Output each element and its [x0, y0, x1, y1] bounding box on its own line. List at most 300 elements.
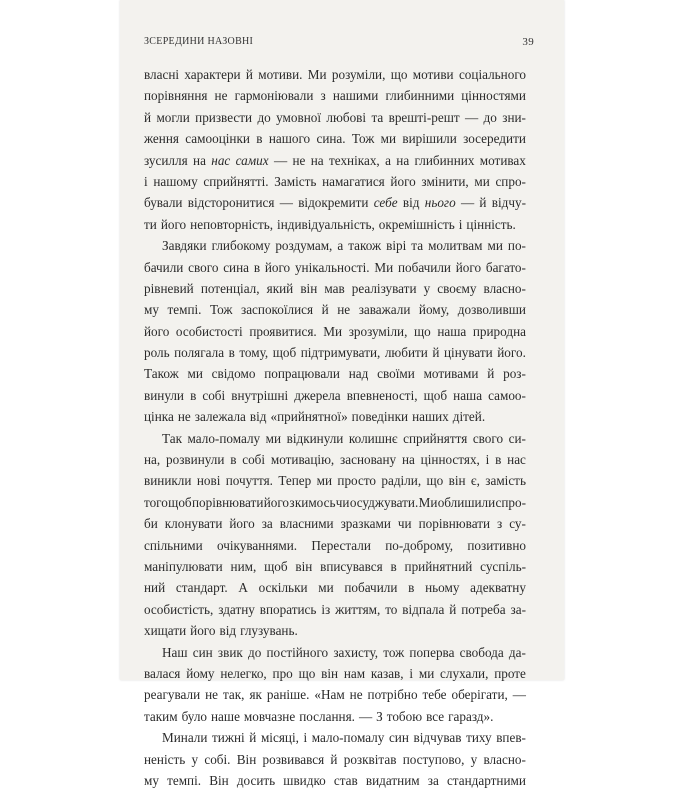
- word: собі: [202, 387, 226, 403]
- word: умовної: [276, 109, 322, 125]
- word: ми: [380, 131, 397, 147]
- word: на: [193, 152, 206, 168]
- word: засновану: [340, 452, 397, 468]
- word: у: [423, 280, 431, 296]
- word: щоб: [272, 345, 297, 361]
- word: йому: [186, 665, 215, 681]
- word: себе: [373, 195, 398, 211]
- word: місяці,: [260, 730, 299, 746]
- word: і: [485, 452, 490, 468]
- word: мало-помалу: [187, 430, 261, 446]
- word: нашого: [268, 131, 311, 147]
- text-line: [144, 128, 526, 149]
- word: й: [144, 109, 152, 125]
- word: му: [144, 302, 159, 318]
- word: в: [256, 131, 263, 147]
- word: в: [228, 345, 235, 361]
- word: врешті-решт: [388, 109, 460, 125]
- text-line: [144, 513, 526, 534]
- text-line: [144, 64, 526, 85]
- word: тож: [383, 644, 405, 660]
- text-line: [144, 749, 526, 770]
- word: замість: [485, 473, 526, 489]
- word: мав: [324, 280, 345, 296]
- word: він: [295, 558, 313, 574]
- word: цінувати: [443, 345, 493, 361]
- word: залежала: [194, 409, 246, 425]
- word: Наш: [162, 644, 188, 660]
- word: він: [448, 473, 466, 489]
- word: ми: [187, 366, 203, 382]
- word: того: [144, 494, 168, 510]
- word: просто: [337, 473, 377, 489]
- word: з: [289, 494, 295, 510]
- text-line: [144, 107, 526, 128]
- word: зни-: [502, 109, 526, 125]
- word: від: [402, 195, 420, 211]
- word: роздумам,: [275, 238, 333, 254]
- word: його: [160, 216, 187, 232]
- word: «Нам: [314, 687, 345, 703]
- page-number: 39: [522, 36, 534, 48]
- word: зосередити: [463, 131, 526, 147]
- word: своїми: [377, 366, 415, 382]
- word: його: [190, 623, 216, 639]
- word: ми: [265, 430, 282, 446]
- word: над: [348, 366, 369, 382]
- word: мотивах: [479, 152, 526, 168]
- text-line: [144, 620, 526, 641]
- word: відокремити: [298, 195, 369, 211]
- word: індивідуальність,: [277, 216, 375, 232]
- word: би: [144, 516, 158, 532]
- word: роль: [144, 345, 170, 361]
- word: кимось: [294, 494, 336, 510]
- word: власно-: [483, 280, 526, 296]
- word: в: [230, 452, 237, 468]
- word: потенціал,: [200, 280, 260, 296]
- word: ми: [418, 665, 435, 681]
- word: Ми: [418, 494, 438, 510]
- word: по-: [507, 238, 526, 254]
- word: самооцінки: [185, 131, 250, 147]
- word: нашому: [153, 173, 198, 189]
- word: що: [390, 67, 408, 82]
- word: валася: [144, 665, 181, 681]
- word: ми: [318, 580, 334, 596]
- word: реагували: [144, 687, 201, 703]
- word: чи: [335, 494, 350, 510]
- word: неповторність,: [190, 216, 274, 232]
- word: облишили: [437, 494, 496, 510]
- word: ми: [487, 238, 503, 254]
- word: власними: [279, 516, 334, 532]
- word: що: [413, 323, 431, 339]
- word: й: [249, 730, 257, 746]
- text-line: [144, 428, 526, 449]
- text-line: [144, 577, 526, 598]
- word: свідомо: [211, 366, 256, 382]
- word: зусилля: [144, 152, 188, 168]
- word: да-: [508, 644, 526, 660]
- word: захисту,: [333, 644, 379, 660]
- text-line: [144, 599, 526, 620]
- word: винули: [144, 387, 184, 403]
- word: раділи,: [381, 473, 422, 489]
- running-title: ЗСЕРЕДИНИ НАЗОВНІ: [144, 36, 254, 47]
- word: заспокоїлися: [240, 302, 314, 318]
- word: мовчазне: [243, 708, 296, 724]
- text-line: [144, 192, 526, 213]
- word: позитивно: [467, 537, 526, 553]
- word: й: [487, 366, 495, 382]
- word: по-доброму,: [385, 537, 454, 553]
- word: на,: [144, 452, 161, 468]
- word: наша: [453, 387, 483, 403]
- word: в: [408, 580, 415, 596]
- word: Тож: [351, 131, 375, 147]
- text-line: [144, 363, 526, 384]
- word: до: [483, 109, 497, 125]
- word: бували: [144, 195, 183, 211]
- word: казав,: [370, 665, 404, 681]
- word: Перестали: [311, 537, 371, 553]
- word: неність: [144, 751, 186, 767]
- word: до: [247, 644, 262, 660]
- word: побачили: [344, 580, 398, 596]
- word: й: [321, 302, 329, 318]
- word: не: [337, 302, 351, 318]
- word: су-: [509, 516, 526, 532]
- word: не: [292, 152, 306, 168]
- word: унікальності.: [294, 259, 370, 275]
- word: мотивацію,: [270, 452, 335, 468]
- word: відпала: [402, 601, 445, 617]
- word: осуджувати.: [349, 494, 419, 510]
- word: Він: [236, 751, 257, 767]
- word: си-: [508, 430, 526, 446]
- word: собі: [242, 452, 266, 468]
- word: природна: [472, 323, 526, 339]
- text-line: [144, 556, 526, 577]
- word: тому,: [239, 345, 269, 361]
- word: спро-: [495, 173, 526, 189]
- word: і: [303, 730, 308, 746]
- word: оскільки: [258, 580, 308, 596]
- word: не: [349, 687, 363, 703]
- word: дітей.: [452, 409, 486, 425]
- word: проте: [494, 665, 526, 681]
- word: постійного: [266, 644, 329, 660]
- word: впев-: [496, 730, 526, 746]
- word: послання.: [299, 708, 355, 724]
- word: щоб: [168, 494, 192, 510]
- word: —: [464, 109, 479, 125]
- word: на: [310, 152, 324, 168]
- word: порівнювати: [418, 516, 491, 532]
- word: в: [253, 259, 261, 275]
- word: глузувань.: [240, 623, 298, 639]
- word: соціального: [458, 67, 526, 82]
- word: видатним: [365, 772, 420, 788]
- word: гаразд».: [448, 708, 494, 724]
- word: а: [337, 238, 344, 254]
- word: особистість,: [144, 601, 214, 617]
- word: характери: [184, 67, 241, 82]
- word: поступово,: [402, 751, 465, 767]
- word: а: [385, 152, 391, 168]
- word: до: [257, 109, 271, 125]
- word: мало-помалу: [311, 730, 385, 746]
- word: за-: [510, 601, 526, 617]
- word: потрібно: [367, 687, 418, 703]
- word: син: [192, 644, 213, 660]
- word: швидко: [283, 772, 326, 788]
- word: підтримувати,: [300, 345, 381, 361]
- text-line: [144, 214, 526, 235]
- word: ти: [144, 216, 157, 232]
- word: власно-: [483, 751, 526, 767]
- word: за: [427, 772, 439, 788]
- word: впоратись: [259, 601, 317, 617]
- word: тижні: [212, 730, 245, 746]
- word: клонувати: [164, 516, 223, 532]
- word: виникли: [144, 473, 192, 489]
- word: попрацювали: [264, 366, 340, 382]
- word: адекватну: [470, 580, 526, 596]
- word: почуття.: [225, 473, 273, 489]
- word: здатну: [218, 601, 255, 617]
- word: Так: [162, 430, 182, 446]
- word: тиху: [466, 730, 492, 746]
- word: Ми: [323, 323, 343, 339]
- word: його: [264, 259, 291, 275]
- word: розуміли,: [331, 67, 386, 82]
- word: з: [320, 88, 326, 104]
- word: мотиви.: [258, 67, 303, 82]
- word: А: [238, 580, 248, 596]
- word: ми: [316, 473, 333, 489]
- text-line: [144, 235, 526, 256]
- word: свобода: [459, 644, 504, 660]
- word: ньому: [425, 580, 460, 596]
- text-line: [144, 492, 526, 513]
- word: колишнє: [348, 430, 398, 446]
- word: розвинули: [166, 452, 225, 468]
- word: слухали,: [440, 665, 489, 681]
- word: таким: [144, 708, 178, 724]
- word: також: [348, 238, 382, 254]
- text-line: [144, 257, 526, 278]
- text-line: [144, 706, 526, 727]
- word: поведінки: [351, 409, 409, 425]
- text-line: [144, 171, 526, 192]
- word: З: [376, 708, 383, 724]
- word: глибинних: [414, 152, 475, 168]
- word: так,: [222, 687, 245, 703]
- word: відчував: [413, 730, 462, 746]
- word: потреба: [461, 601, 506, 617]
- word: му: [144, 772, 159, 788]
- word: —: [358, 708, 373, 724]
- word: ним,: [230, 558, 257, 574]
- text-line: [144, 770, 526, 791]
- text-line: [144, 321, 526, 342]
- page-header: [144, 36, 534, 50]
- body-text: [144, 64, 526, 791]
- word: й: [449, 601, 457, 617]
- text-line: [144, 85, 526, 106]
- word: цінність.: [466, 216, 516, 232]
- word: на: [401, 452, 415, 468]
- word: і: [409, 665, 414, 681]
- text-line: [144, 535, 526, 556]
- word: вписувався: [320, 558, 383, 574]
- word: особистості: [175, 323, 243, 339]
- text-line: [144, 727, 526, 748]
- word: проявитися.: [249, 323, 317, 339]
- word: ний: [144, 580, 166, 596]
- word: Ми: [374, 259, 394, 275]
- word: розквітав: [343, 751, 397, 767]
- word: Тож: [210, 302, 233, 318]
- word: темпі.: [167, 772, 202, 788]
- word: вирішили: [402, 131, 457, 147]
- word: порівнювати: [191, 494, 264, 510]
- word: син: [388, 730, 409, 746]
- word: Він: [209, 772, 229, 788]
- word: самих: [235, 152, 269, 168]
- word: глибинними: [385, 88, 455, 104]
- word: досить: [236, 772, 276, 788]
- word: рівневий: [144, 280, 194, 296]
- word: побачили: [397, 259, 451, 275]
- word: в: [390, 558, 397, 574]
- text-line: [144, 385, 526, 406]
- word: все: [426, 708, 445, 724]
- word: раніше.: [266, 687, 310, 703]
- word: він: [300, 280, 318, 296]
- word: хищати: [144, 623, 187, 639]
- word: оберігати,: [451, 687, 508, 703]
- word: Ми: [307, 67, 327, 82]
- word: мотивами: [423, 366, 479, 382]
- word: стандарт.: [175, 580, 228, 596]
- word: прийнятний: [404, 558, 473, 574]
- word: свого: [472, 430, 504, 446]
- word: його: [229, 516, 255, 532]
- word: Завдяки: [162, 238, 207, 254]
- word: про: [272, 665, 293, 681]
- word: могли: [156, 109, 190, 125]
- word: намагатися: [322, 173, 385, 189]
- word: тобою: [386, 708, 423, 724]
- word: сина: [223, 259, 250, 275]
- word: своєму: [437, 280, 477, 296]
- word: свого: [188, 259, 219, 275]
- word: маніпулювати: [144, 558, 223, 574]
- word: який: [266, 280, 294, 296]
- word: й: [479, 195, 487, 211]
- word: його: [144, 323, 170, 339]
- word: відсторонитися: [187, 195, 275, 211]
- word: нашими: [332, 88, 379, 104]
- word: розвивався: [262, 751, 325, 767]
- word: внутрішні: [231, 387, 289, 403]
- word: Тепер: [278, 473, 312, 489]
- word: відкинули: [286, 430, 344, 446]
- word: чи: [397, 516, 412, 532]
- word: і: [144, 173, 148, 189]
- word: полягала: [174, 345, 225, 361]
- word: —: [273, 152, 288, 168]
- word: впевненості,: [346, 387, 418, 403]
- word: техніках,: [329, 152, 380, 168]
- word: на: [396, 152, 410, 168]
- word: сина.: [316, 131, 346, 147]
- word: роз-: [503, 366, 526, 382]
- word: любити: [384, 345, 428, 361]
- word: що: [298, 665, 316, 681]
- word: спро-: [495, 494, 526, 510]
- word: порівняння: [144, 88, 208, 104]
- word: дозволивши: [457, 302, 526, 318]
- word: відчу-: [491, 195, 526, 211]
- word: темпі.: [167, 302, 202, 318]
- word: було: [181, 708, 207, 724]
- word: реалізувати: [351, 280, 417, 296]
- word: від: [249, 409, 267, 425]
- word: нього: [424, 195, 456, 211]
- book-page: [120, 0, 564, 788]
- word: любові: [326, 109, 367, 125]
- word: зразками: [340, 516, 391, 532]
- word: цінностями: [461, 88, 526, 104]
- word: що: [426, 473, 444, 489]
- text-line: [144, 278, 526, 299]
- word: окремішність: [378, 216, 455, 232]
- text-line: [144, 406, 526, 427]
- word: самоо-: [488, 387, 526, 403]
- word: то: [385, 601, 398, 617]
- word: цінка: [144, 409, 174, 425]
- word: не: [205, 687, 219, 703]
- word: нас: [211, 152, 231, 168]
- word: цінностях,: [420, 452, 480, 468]
- word: змінити,: [421, 173, 469, 189]
- word: наша: [437, 323, 467, 339]
- word: спільними: [144, 537, 203, 553]
- word: є,: [470, 473, 480, 489]
- word: від: [219, 623, 237, 639]
- word: Минали: [162, 730, 208, 746]
- word: та: [371, 109, 384, 125]
- word: суспіль-: [480, 558, 526, 574]
- word: його.: [497, 345, 526, 361]
- text-line: [144, 663, 526, 684]
- word: нас: [507, 452, 526, 468]
- word: заважали: [358, 302, 411, 318]
- word: молитвам: [428, 238, 483, 254]
- word: щоб: [264, 558, 288, 574]
- text-line: [144, 150, 526, 171]
- word: й: [432, 345, 440, 361]
- word: та: [411, 238, 424, 254]
- word: наше: [211, 708, 240, 724]
- word: звик: [217, 644, 243, 660]
- word: гармоніювали: [234, 88, 314, 104]
- word: нам: [343, 665, 366, 681]
